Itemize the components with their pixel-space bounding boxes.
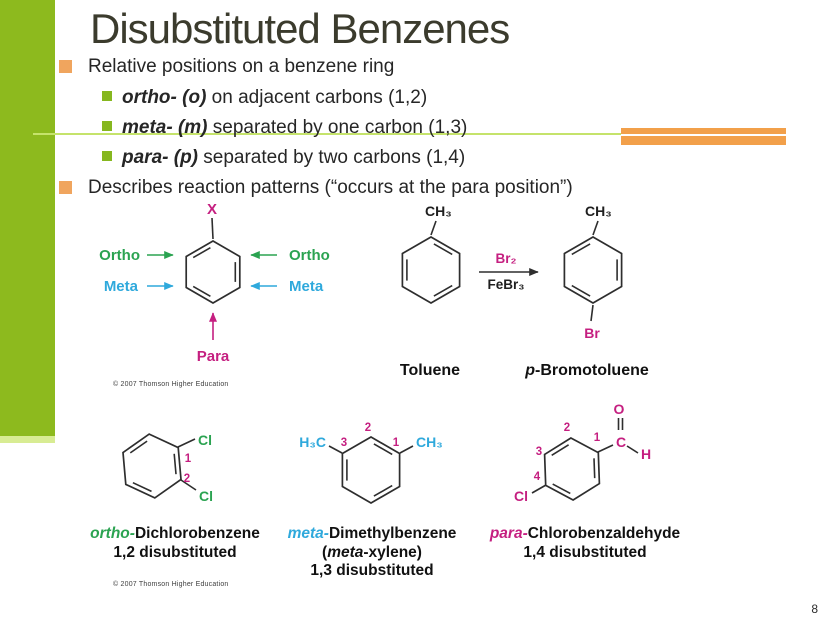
double-bond: [594, 458, 595, 478]
meta-name: Dimethylbenzene: [328, 525, 457, 542]
bond: [212, 218, 213, 239]
reagent-febr3-label: FeBr₃: [487, 277, 525, 292]
bond: [431, 221, 436, 235]
ortho-example-caption: [75, 525, 275, 562]
double-bond: [374, 486, 392, 497]
meta-h3c-label: H₃C: [299, 434, 326, 450]
meta-example-name: [262, 525, 482, 544]
double-bond: [130, 441, 147, 453]
para-num2: 2: [563, 422, 571, 434]
positions-benzene-ring: [186, 241, 240, 303]
ortho-right-label: Ortho: [289, 247, 330, 264]
meta-num1: 1: [392, 437, 400, 449]
para-c-label: C: [615, 434, 627, 450]
double-bond: [374, 444, 392, 455]
meta-prefix: meta-: [287, 525, 329, 542]
para-h-label: H: [640, 446, 652, 462]
ortho-cl-top-label: Cl: [198, 432, 212, 448]
meta-ch3-label: CH₃: [416, 434, 443, 450]
meta-right-label: Meta: [289, 278, 324, 295]
para-example-subtitle: 1,4 disubstituted: [523, 543, 647, 561]
bullet-item-1-text: Relative positions on a benzene ring: [88, 56, 395, 77]
copyright-note-2: © 2007 Thomson Higher Education: [113, 581, 229, 588]
dichlorobenzene-ring: [123, 434, 181, 498]
ortho-rest: on adjacent carbons (1,2): [206, 87, 428, 108]
ortho-cl-bottom-label: Cl: [199, 488, 213, 504]
bond: [532, 485, 546, 493]
dimethylbenzene-ring: [342, 437, 399, 503]
bond: [400, 446, 413, 453]
double-bond: [434, 244, 452, 255]
meta-alt-open: (: [322, 543, 328, 561]
para-num1: 1: [593, 432, 601, 444]
para-o-label: O: [613, 401, 625, 417]
meta-left-label: Meta: [103, 278, 138, 295]
ortho-name: Dichlorobenzene: [134, 525, 260, 542]
ortho-num2: 2: [183, 473, 191, 485]
double-bond: [572, 244, 590, 255]
double-bond: [553, 484, 571, 493]
bromotoluene-prefix: p: [525, 362, 535, 379]
double-bond: [193, 286, 210, 296]
ortho-term: ortho- (o): [122, 87, 207, 108]
product-br-label: Br: [584, 325, 600, 341]
meta-num3: 3: [340, 437, 348, 449]
meta-alt-em: meta: [327, 543, 364, 561]
ortho-left-label: Ortho: [99, 247, 140, 264]
bromotoluene-name: [507, 362, 667, 380]
bond: [598, 445, 613, 452]
bond: [627, 446, 638, 453]
meta-alt-close: -xylene): [363, 543, 422, 561]
reagent-br2-label: Br₂: [495, 251, 517, 266]
bromotoluene-ring: [564, 237, 621, 303]
double-bond: [133, 483, 152, 492]
bromotoluene-rest: -Bromotoluene: [535, 362, 649, 379]
meta-num2: 2: [364, 422, 372, 434]
meta-example-alt-name: [262, 544, 482, 563]
double-bond: [193, 248, 210, 258]
para-cl-label: Cl: [514, 488, 528, 504]
double-bond: [552, 445, 569, 456]
para-rest: separated by two carbons (1,4): [198, 147, 466, 168]
para-term: para- (p): [122, 147, 198, 168]
ortho-example-name: [75, 525, 275, 544]
toluene-name-text: Toluene: [399, 362, 461, 379]
ortho-example-subtitle: 1,2 disubstituted: [113, 543, 237, 561]
chlorobenzaldehyde-ring: [545, 438, 600, 500]
page-number: 8: [811, 602, 818, 616]
meta-rest: separated by one carbon (1,3): [207, 117, 468, 138]
bond: [593, 221, 598, 235]
double-bond: [174, 454, 176, 474]
toluene-ch3-label: CH₃: [425, 203, 452, 219]
ortho-prefix: ortho-: [90, 525, 135, 542]
toluene-ring: [402, 237, 459, 303]
ortho-num1: 1: [184, 453, 192, 465]
para-example-caption: [470, 525, 700, 562]
bond: [591, 305, 593, 321]
copyright-note-1: © 2007 Thomson Higher Education: [113, 381, 229, 388]
para-num3: 3: [535, 446, 543, 458]
para-prefix: para-: [489, 525, 528, 542]
bond: [178, 439, 195, 447]
meta-example-caption: [262, 525, 482, 581]
para-example-name: [470, 525, 700, 544]
meta-term: meta- (m): [122, 117, 208, 138]
toluene-name: [370, 362, 490, 380]
bullet-item-2-text: Describes reaction patterns (“occurs at the para position”): [88, 177, 573, 198]
meta-example-subtitle: 1,3 disubstituted: [310, 562, 434, 579]
para-num4: 4: [533, 471, 541, 483]
double-bond: [572, 286, 590, 297]
product-ch3-label: CH₃: [585, 203, 612, 219]
double-bond: [434, 286, 452, 297]
substituent-x-label: X: [206, 201, 218, 218]
page-title: Disubstituted Benzenes: [90, 5, 510, 52]
para-name: Chlorobenzaldehyde: [527, 525, 681, 542]
para-label: Para: [196, 348, 230, 365]
